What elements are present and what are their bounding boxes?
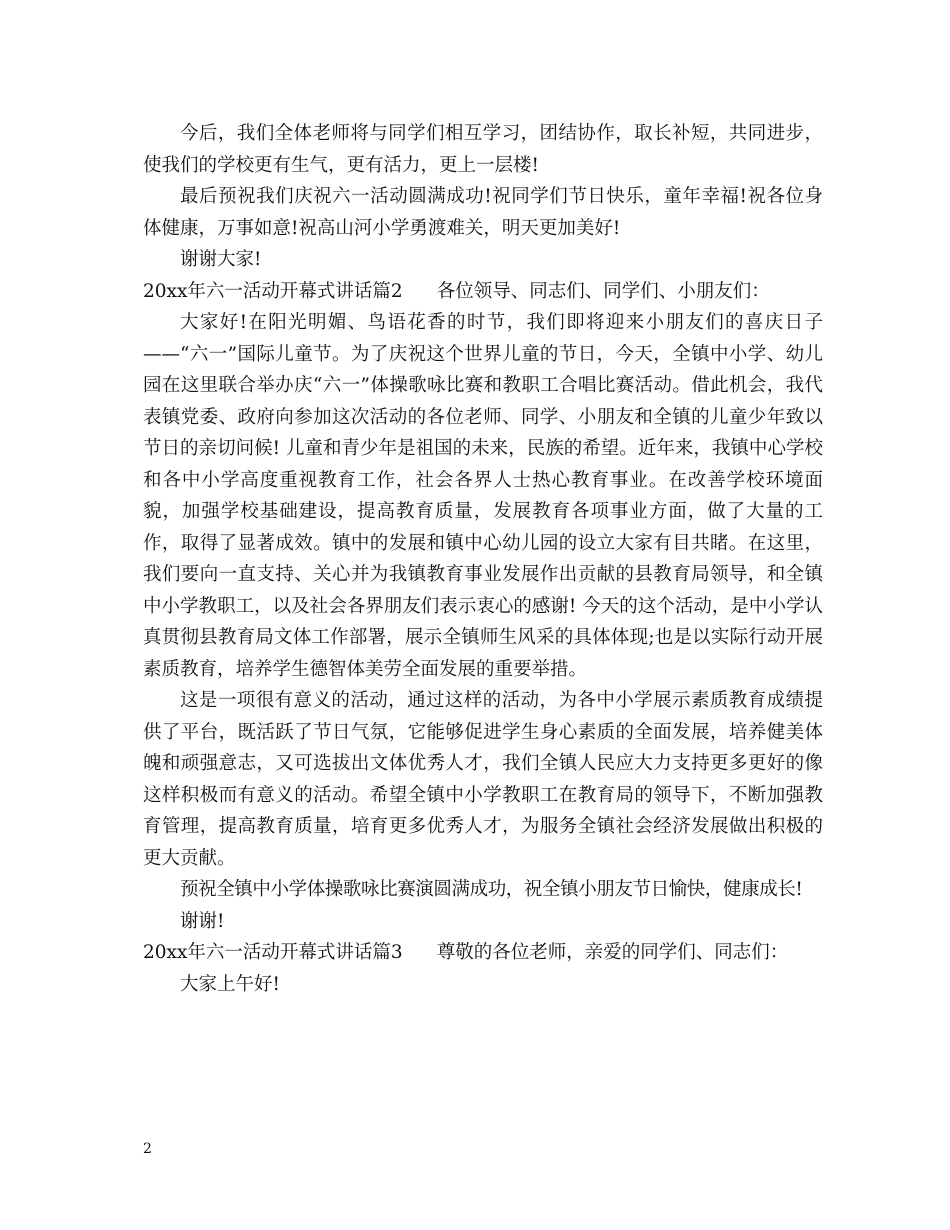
paragraph: 大家好!在阳光明媚、鸟语花香的时节，我们即将迎来小朋友们的喜庆日子——“六一”国际儿童节。为了庆祝这个世界儿童的节日，今天，全镇中小学、幼儿园在这里联合举办庆“六一”体操歌咏比赛和教职工合唱比赛活动。借此机会，我代表镇党委、政府向参加这次活动的各位老师、同学、小朋友和全镇的儿童少年致以节日的亲切问候! 儿童和青少年是祖国的未来，民族的希望。近年来，我镇中心学校和各中小学高度重视教育工作，社会各界人士热心教育事业。在改善学校环境面貌，加强学校基础建设，提高教育质量，发展教育各项事业方面，做了大量的工作，取得了显著成效。镇中的发展和镇中心幼儿园的设立大家有目共睹。在这里，我们要向一直支持、关心并为我镇教育事业发展作出贡献的县教育局领导，和全镇中小学教职工，以及社会各界朋友们表示衷心的感谢! 今天的这个活动，是中小学认真贯彻县教育局文体工作部署，展示全镇师生风采的具体体现;也是以实际行动开展素质教育，培养学生德智体美劳全面发展的重要举措。 [143, 312, 823, 680]
section-heading-3 [143, 937, 823, 969]
section-greeting: 各位领导、同志们、同学们、小朋友们： [436, 280, 770, 302]
document-body [143, 118, 823, 1000]
paragraph: 大家上午好! [180, 973, 280, 995]
section-heading-2 [143, 276, 823, 308]
paragraph: 谢谢大家! [180, 249, 262, 270]
section-greeting: 尊敬的各位老师，亲爱的同学们、同志们： [436, 942, 789, 963]
section-title: 20xx年六一活动开幕式讲话篇3 [143, 942, 403, 963]
paragraph: 最后预祝我们庆祝六一活动圆满成功!祝同学们节日快乐，童年幸福!祝各位身体健康，万事如意!祝高山河小学勇渡难关，明天更加美好! [143, 186, 823, 239]
paragraph: 今后，我们全体老师将与同学们相互学习，团结协作，取长补短，共同进步，使我们的学校更有生气，更有活力，更上一层楼! [143, 123, 823, 176]
section-title: 20xx年六一活动开幕式讲话篇2 [143, 280, 403, 302]
paragraph: 预祝全镇中小学体操歌咏比赛演圆满成功，祝全镇小朋友节日愉快，健康成长! [180, 879, 803, 900]
paragraph: 这是一项很有意义的活动，通过这样的活动，为各中小学展示素质教育成绩提供了平台，既活跃了节日气氛，它能够促进学生身心素质的全面发展，培养健美体魄和顽强意志，又可选拔出文体优秀人才，我们全镇人民应大力支持更多更好的像这样积极而有意义的活动。希望全镇中小学教职工在教育局的领导下，不断加强教育管理，提高教育质量，培育更多优秀人才，为服务全镇社会经济发展做出积极的更大贡献。 [143, 690, 823, 869]
page-number: 2 [143, 1141, 152, 1157]
paragraph: 谢谢! [180, 910, 225, 932]
